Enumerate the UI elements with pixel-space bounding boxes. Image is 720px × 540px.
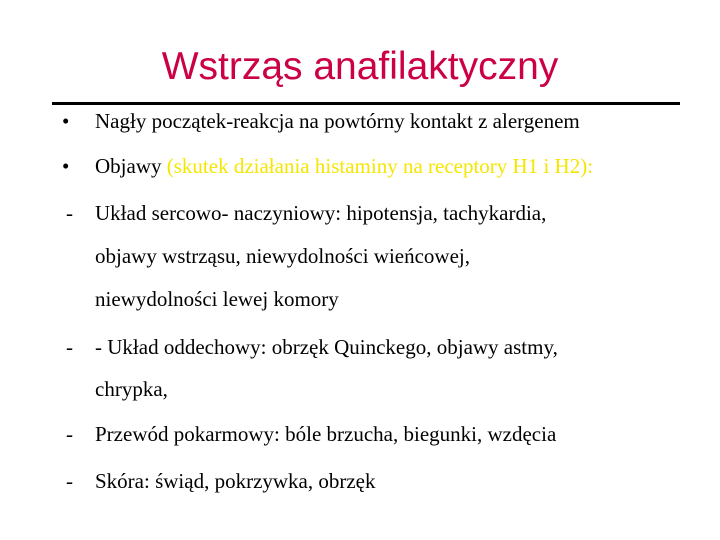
bullet-marker: • [62,109,70,133]
slide-title: Wstrząs anafilaktyczny [161,45,559,88]
bullet-text-accent: (skutek działania histaminy na receptory H1 i H2): [166,154,594,178]
title-underline [52,102,680,105]
bullet-text: Nagły początek-reakcja na powtórny kontakt z alergenem [95,109,580,133]
dash-marker: - [66,201,73,225]
dash-marker: - [66,422,73,446]
list-item-line: Układ sercowo- naczyniowy: hipotensja, tachykardia, [95,201,547,225]
list-item-line: Przewód pokarmowy: bóle brzucha, biegunki, wzdęcia [95,422,557,446]
list-item-line: - Układ oddechowy: obrzęk Quinckego, objawy astmy, [95,335,558,359]
list-item-line: Skóra: świąd, pokrzywka, obrzęk [95,469,376,493]
list-item-line: chrypka, [95,377,168,401]
bullet-text-main: Objawy [95,154,167,178]
bullet-text [95,152,593,180]
bullet-marker: • [62,154,70,178]
dash-marker: - [66,335,73,359]
list-item-line: objawy wstrząsu, niewydolności wieńcowej, [95,244,470,268]
dash-marker: - [66,469,73,493]
list-item-line: niewydolności lewej komory [95,287,339,311]
